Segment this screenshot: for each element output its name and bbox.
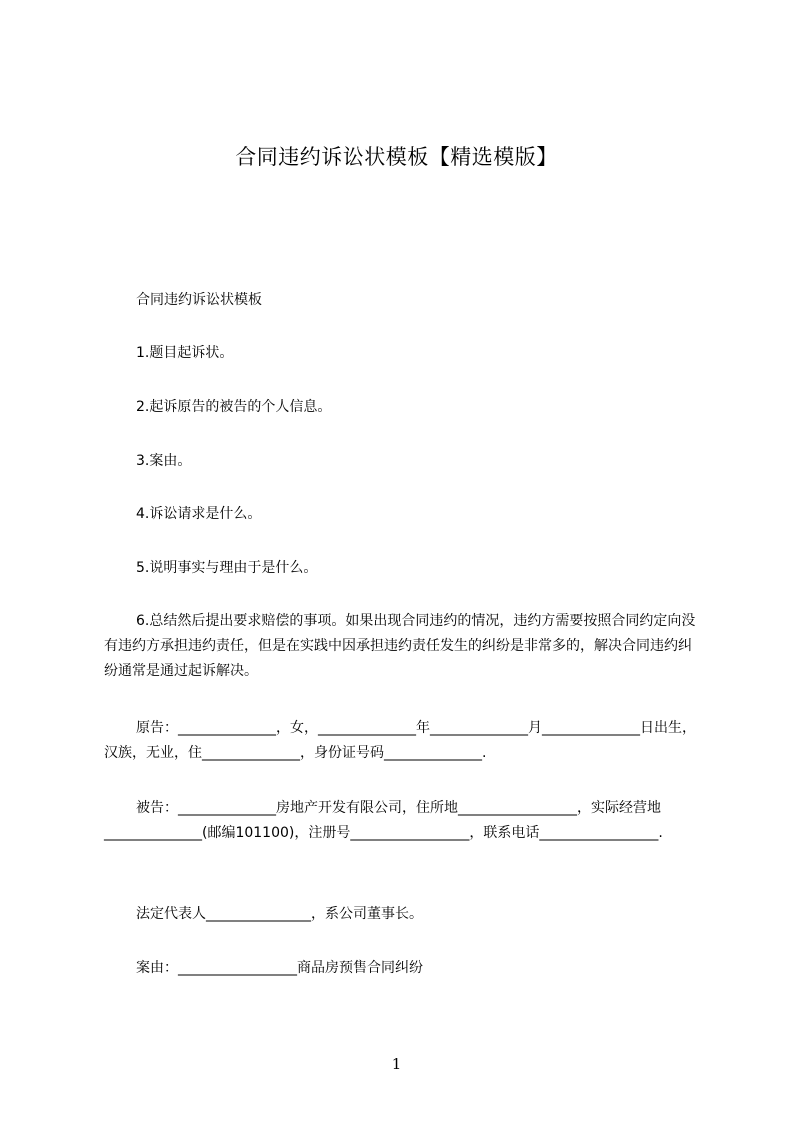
paragraph-heading: 合同违约诉讼状模板 bbox=[136, 292, 262, 308]
paragraph-plaintiff: 原告：______________，女，______________年______________月______________日出生，汉族，无业，住______________，身份证号码______________. bbox=[104, 720, 696, 761]
paragraph-item-3: 3.案由。 bbox=[136, 453, 192, 469]
page-number: 1 bbox=[391, 1055, 402, 1073]
paragraph-item-2: 2.起诉原告的被告的个人信息。 bbox=[136, 399, 332, 415]
paragraph-item-1: 1.题目起诉状。 bbox=[136, 345, 234, 361]
paragraph-item-5: 5.说明事实与理由于是什么。 bbox=[136, 560, 318, 576]
page-title: 合同违约诉讼状模板【精选模版】 bbox=[235, 145, 558, 169]
paragraph-item-4: 4.诉讼请求是什么。 bbox=[136, 506, 262, 522]
paragraph-item-6: 6.总结然后提出要求赔偿的事项。如果出现合同违约的情况，违约方需要按照合同约定向没有违约方承担违约责任，但是在实践中因承担违约责任发生的纠纷是非常多的，解决合同违约纠纷通常是通过起诉解决。 bbox=[104, 613, 696, 679]
paragraph-defendant: 被告：______________房地产开发有限公司，住所地_________________，实际经营地______________(邮编101100)，注册号_________________，联系电话_________________. bbox=[104, 800, 663, 841]
paragraph-legal-representative: 法定代表人_______________，系公司董事长。 bbox=[136, 906, 423, 922]
paragraph-cause-of-action: 案由：_________________商品房预售合同纠纷 bbox=[136, 960, 423, 976]
